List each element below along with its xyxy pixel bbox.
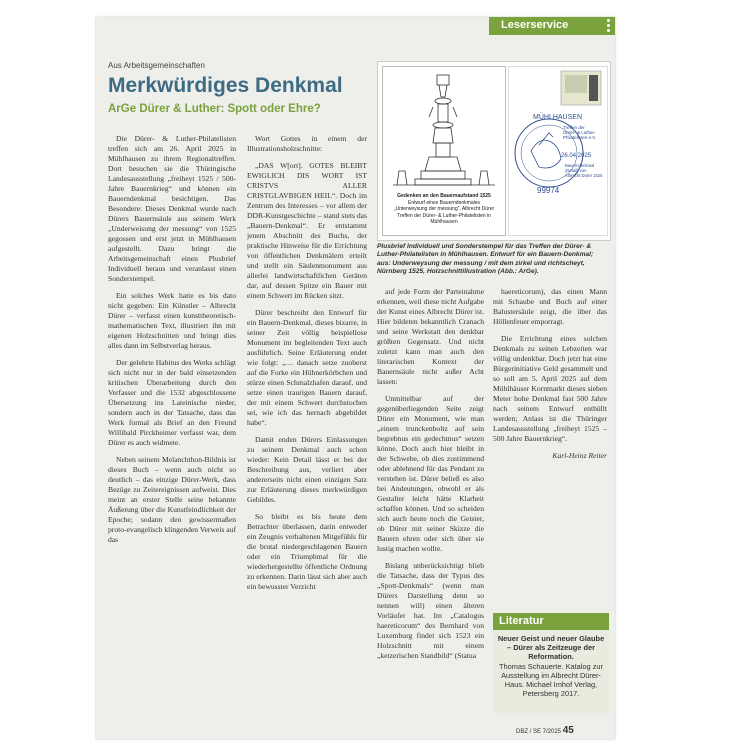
text-column-1 xyxy=(108,134,236,734)
literature-header xyxy=(493,613,609,630)
paragraph: Dürer beschreibt den Entwurf für ein Bauern-Denkmal, dieses bizarre, in seiner Zeit völlig beispiellose Monument im begleitenden Text auch ausführlich. Seine Erläuterung endet wie folgt: „… danach setze zuoberst auf die Forke ein Hühnerkörbchen und stürze einen Schmalzhafen darauf, und setze einen traurigen Bauern darauf, der mit einem Schwert durchstochen sei, wie ich das hernach abgebildet habe“. xyxy=(247,308,367,427)
page-footer xyxy=(516,725,574,736)
magazine-page xyxy=(96,17,615,739)
card-caption-line: Treffen der Dürer- & Luther-Philatelisten in Mühlhausen xyxy=(397,212,491,225)
text-column-3 xyxy=(377,287,484,737)
author-name: Karl-Heinz Reiter xyxy=(552,451,607,460)
text-column-2 xyxy=(247,134,367,734)
paragraph: Wort Gottes in einem der Illustrationsholzschnitte: xyxy=(247,134,367,153)
article-subtitle: ArGe Dürer & Luther: Spott oder Ehre? xyxy=(108,103,321,115)
literature-book-title: Neuer Geist und neuer Glaube – Dürer als Zeitzeuge der Reformation. xyxy=(497,634,605,662)
figure-plusbrief xyxy=(377,61,611,241)
postmark-date: 26.04.2025 xyxy=(561,153,592,159)
paragraph: haereticorum), das einen Mann mit Schaube und Buch auf einer Balustersäule zeigt, die über das Höllenfeuer emporragt. xyxy=(493,287,607,326)
section-label: Leserservice xyxy=(501,19,569,31)
paragraph: So bleibt es bis heute dem Betrachter überlassen, darin entweder ein Zeugnis verhaltenen Mitgefühls für die brutal niedergeschlagenen Bauern oder ein Triumphmal für die wiederhergestellte öffentliche Ordnung zu erkennen. Darin lässt sich aber auch ein bewusster Verzicht xyxy=(247,512,367,591)
dots-icon xyxy=(607,19,611,34)
paragraph: auf jede Form der Parteinahme erkennen, weil diese nicht Aufgabe der Kunst eines Albrecht Dürer ist. Hier bildeten bekanntlich Cranach und seine Werkstatt den denkbar größten Gegensatz. Und nicht zuletzt kann man auch den literarischen Kontext der Bauernsäule nicht außer Acht lassen: xyxy=(377,287,484,386)
article-kicker: Aus Arbeitsgemeinschaften xyxy=(108,61,205,70)
card-caption-line: Gedenken an den Bauernaufstand 1525 xyxy=(397,193,491,199)
card-caption-line: „Unterweysung der messung“, Albrecht Dürer xyxy=(393,206,495,212)
postmark-desc-line: Bauerndenkmal xyxy=(565,163,595,168)
literature-details: Thomas Schauerte. Katalog zur Ausstellung im Albrecht Dürer-Haus. Michael Imhof Verlag, Petersberg 2017. xyxy=(499,661,603,699)
postmark-postcode: 99974 xyxy=(537,186,560,195)
bauernsaeule-woodcut-illustration xyxy=(383,67,505,191)
text-column-4 xyxy=(493,287,607,547)
sonderstempel xyxy=(508,66,608,236)
paragraph: Die Dürer- & Luther-Philatelisten treffen sich am 26. April 2025 in Mühlhausen zu ihrem Regionaltreffen. Dort besuchen sie die Thüringische Landesausstellung „freiheyt 1525 / 500- Jahre Bauernkrieg“ und können ein Bauerndenkmal besichtigen. Das Besondere: Dieses Denkmal wurde nach Dürers Bauernsäule aus seinem Werk „Underweisung der messung“ von 1525 gegossen und erst jetzt in Mühlhausen aufgestellt. Dazu bringt die Arbeitsgemeinschaft einen Plusbrief Individuell heraus und veranlasst einen Sonderstempel. xyxy=(108,134,236,283)
postmark-desc-line: Albrecht Dürer 1525 xyxy=(565,173,603,178)
card-caption-line: Entwurf eines Bauerndenkmales xyxy=(408,199,480,206)
paragraph: Bislang unberücksichtigt blieb die Tatsache, dass der Typus des „Spott-Denkmals“ (wenn man Dürers Darstellung denn so nennen will) einen älteren Vorläufer hat. Im „Catalogus haereticorum“ des Bernhard von Luxemburg findet sich 1523 ein Holzschnitt mit einem „ketzerischen Standbild“ (Statua xyxy=(377,561,484,660)
paragraph: „DAS W[ort]. GOTES BLEIBT EWIGLICH DIS WORT IST CRISTVS ALLER CRISTGLAVBIGEN HEIL“. Doch im Zentrum des Interesses – vor allem der DDR-Kunstgeschichte – stand stets das „Bauern-Denkmal“. Er entstammt jenem Abschnitt des Buchs, der praktische Hinweise für die Errichtung von öffentlichen Denkmälern erteilt und stellt ein Säulenmonument aus allerlei landwirtschaftlichen Geräten dar, auf dessen Spitze ein Bauer mit einem Schwert im Rücken sitzt. xyxy=(247,161,367,300)
figure-caption: Plusbrief Individuell und Sonderstempel für das Treffen der Dürer- & Luther-Philatelisten in Mühlhausen. Entwurf für ein Bauern-Denkmal; aus: Underweysung der messung / mit dem zirkel und richtscheyt, Nürnberg 1525, Holzschnittillustration (Abb.: ArGe). xyxy=(377,243,594,276)
paragraph: Der gelehrte Habitus des Werks schlägt sich nicht nur in der bald einsetzenden kritischen Überarbeitung durch den Verfasser und die 1532 abgeschlossene Übersetzung ins Lateinische nieder, sondern auch in der Tatsache, dass das Werk formal als Brief an den Freund Willibald Pirckheimer verfasst war, dem Dürer es auch widmete. xyxy=(108,358,236,447)
plusbrief-card xyxy=(382,66,506,236)
section-header xyxy=(489,17,615,35)
article-title: Merkwürdiges Denkmal xyxy=(108,74,343,97)
postmark-desc-line: (Detail) von xyxy=(565,168,587,173)
postmark-org-line: Philatelisten e.V. xyxy=(563,135,597,140)
page-number: 45 xyxy=(562,725,574,736)
paragraph: Die Errichtung eines solchen Denkmals zu seinen Lebzeiten war völlig undenkbar. Doch jetzt hat eine Bürgerinitiative Geld gesammelt und so soll am 5. April 2025 auf dem Mühlhäuser Kornmarkt dieses sieben Meter hohe Denkmal fast 500 Jahre nach seinem Entwurf enthüllt werden; Anlass ist die Thüringer Landesausstellung „freiheyt 1525 – 500 Jahre Bauernkrieg“. xyxy=(493,334,607,443)
postmark-org-line: Dürer- & Luther- xyxy=(563,130,596,135)
card-caption xyxy=(387,193,501,226)
literature-title: Literatur xyxy=(499,615,544,627)
postage-stamp-and-postmark xyxy=(509,67,607,235)
paragraph: Unmittelbar auf der gegenüberliegenden Seite zeigt Dürer ein Monument, wie man „einem trunckenboltz auf sein begrebnus ein gedechtnus“ setzen könne. Doch auch hier bleibt in der Schwebe, ob dies zustimmend oder ablehnend für das Pendant zu verstehen ist. Dürer beließ es also bei Andeutungen, obwohl er als Gestalter leicht hätte Klarheit schaffen können. Und so scheiden sich auch heute noch die Geister, ob Dürer mit seiner Skizze die Bauern ehren oder sich über sie lustig machen wollte. xyxy=(377,394,484,553)
literature-body xyxy=(497,634,605,698)
literature-box xyxy=(493,613,609,713)
paragraph: Ein solches Werk hatte es bis dato nicht gegeben: Ein Künstler – Albrecht Dürer – verfasst einen kunsttheoretisch-mathematischen Text, illustriert ihn mit eigenen Holzschnitten und bringt dies alles dann im Selbstverlag heraus. xyxy=(108,291,236,350)
paragraph: Damit enden Dürers Einlassungen zu seinem Denkmal auch schon wieder: Kein Detail lässt er bei der Beschreibung aus, verliert aber andererseits nicht einen einzigen Satz zur Erläuterung dieses merkwürdigen Gebildes. xyxy=(247,435,367,504)
paragraph: Neben seinem Melanchthon-Bildnis ist dieses Buch – wenn auch nicht so deutlich – das einzige Dürer-Werk, dass Bezüge zu Zeitereignissen aufweist. Dies meint an erster Stelle seine bekannte Äußerung über die Kunstfeindlichkeit der Epoche; sodann den gewissermaßen proto-evangelisch klingenden Verweis auf das xyxy=(108,455,236,544)
postmark-city: MÜHLHAUSEN xyxy=(533,114,583,121)
postmark-org-line: Treffen der xyxy=(563,125,585,130)
issue-label: DBZ / SE 7/2025 xyxy=(516,729,562,735)
